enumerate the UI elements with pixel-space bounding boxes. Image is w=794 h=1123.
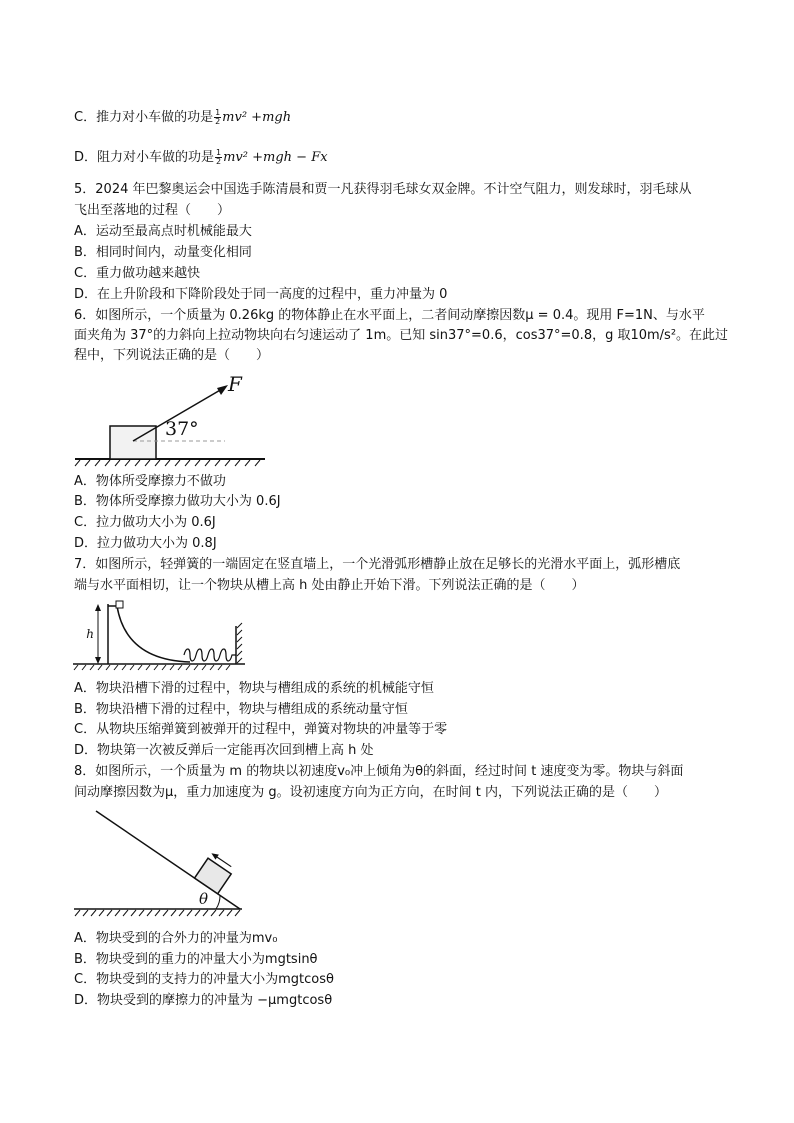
q6-option-b: B．物体所受摩擦力做功大小为 0.6J bbox=[74, 494, 281, 509]
q5-stem-line1: 5．2024 年巴黎奥运会中国选手陈清晨和贾一凡获得羽毛球女双金牌。不计空气阻力，则发球时，羽毛球从 bbox=[74, 182, 692, 197]
q8-angle-label: θ bbox=[199, 890, 209, 908]
q4-option-c-fraction: $\frac{1}{2}$ bbox=[215, 108, 221, 126]
q7-option-c: C．从物块压缩弹簧到被弹开的过程中，弹簧对物块的冲量等于零 bbox=[74, 722, 448, 737]
q6-option-c: C．拉力做功大小为 0.6J bbox=[74, 515, 216, 530]
q4-option-d-fraction: $\frac{1}{2}$ bbox=[216, 148, 222, 166]
q8-option-a: A．物块受到的合外力的冲量为mv₀ bbox=[74, 931, 278, 946]
q5-option-a: A．运动至最高点时机械能最大 bbox=[74, 224, 252, 239]
q4-option-c-prefix: C．推力对小车做的功是 bbox=[74, 110, 214, 125]
q6-force-label: F bbox=[228, 372, 242, 396]
q6-stem-line3: 程中，下列说法正确的是（ ） bbox=[74, 348, 270, 363]
q7-figure bbox=[70, 598, 255, 673]
q4-option-d-prefix: D．阻力对小车做的功是 bbox=[74, 150, 215, 165]
q4-option-c-expr: mv² +mgh bbox=[222, 110, 292, 125]
q7-stem-line2: 端与水平面相切，让一个物块从槽上高 h 处由静止开始下滑。下列说法正确的是（ ） bbox=[74, 578, 585, 593]
q7-option-a: A．物块沿槽下滑的过程中，物块与槽组成的系统的机械能守恒 bbox=[74, 681, 434, 696]
q6-stem-line1: 6．如图所示，一个质量为 0.26kg 的物体静止在水平面上，二者间动摩擦因数μ = 0.4。现用 F=1N、与水平 bbox=[74, 308, 705, 323]
q6-angle-label: 37° bbox=[165, 418, 199, 440]
q8-stem-line1: 8．如图所示，一个质量为 m 的物块以初速度v₀冲上倾角为θ的斜面，经过时间 t 速度变为零。物块与斜面 bbox=[74, 764, 684, 779]
q8-option-b: B．物块受到的重力的冲量大小为mgtsinθ bbox=[74, 952, 318, 967]
q7-block bbox=[116, 601, 123, 608]
q6-stem-line2: 面夹角为 37°的力斜向上拉动物块向右匀速运动了 1m。已知 sin37°=0.6，cos37°=0.8，g 取10m/s²。在此过 bbox=[74, 328, 729, 343]
q8-option-d: D．物块受到的摩擦力的冲量为 −μmgtcosθ bbox=[74, 993, 333, 1008]
q6-option-a: A．物体所受摩擦力不做功 bbox=[74, 474, 226, 489]
q7-option-b: B．物块沿槽下滑的过程中，物块与槽组成的系统动量守恒 bbox=[74, 702, 408, 717]
q8-stem-line2: 间动摩擦因数为μ，重力加速度为 g。设初速度方向为正方向，在时间 t 内，下列说法正确的是（ ） bbox=[74, 785, 668, 800]
q7-height-label: h bbox=[86, 627, 94, 641]
q5-option-b: B．相同时间内，动量变化相同 bbox=[74, 245, 252, 260]
q6-figure bbox=[70, 368, 275, 468]
q4-option-d-expr: mv² +mgh − Fx bbox=[223, 150, 328, 165]
q7-stem-line1: 7．如图所示，轻弹簧的一端固定在竖直墙上，一个光滑弧形槽静止放在足够长的光滑水平面上，弧形槽底 bbox=[74, 557, 681, 572]
q5-stem-line2: 飞出至落地的过程（ ） bbox=[74, 203, 231, 218]
q8-figure bbox=[70, 805, 250, 927]
q6-option-d: D．拉力做功大小为 0.8J bbox=[74, 536, 217, 551]
q7-arc-groove bbox=[117, 606, 190, 662]
q5-option-c: C．重力做功越来越快 bbox=[74, 266, 201, 281]
q8-option-c: C．物块受到的支持力的冲量大小为mgtcosθ bbox=[74, 972, 334, 987]
q8-incline bbox=[96, 811, 240, 909]
q5-option-d: D．在上升阶段和下降阶段处于同一高度的过程中，重力冲量为 0 bbox=[74, 287, 448, 302]
q7-option-d: D．物块第一次被反弹后一定能再次回到槽上高 h 处 bbox=[74, 743, 374, 758]
q4-option-c bbox=[74, 108, 291, 128]
q7-spring bbox=[184, 649, 236, 661]
q4-option-d bbox=[74, 148, 328, 168]
